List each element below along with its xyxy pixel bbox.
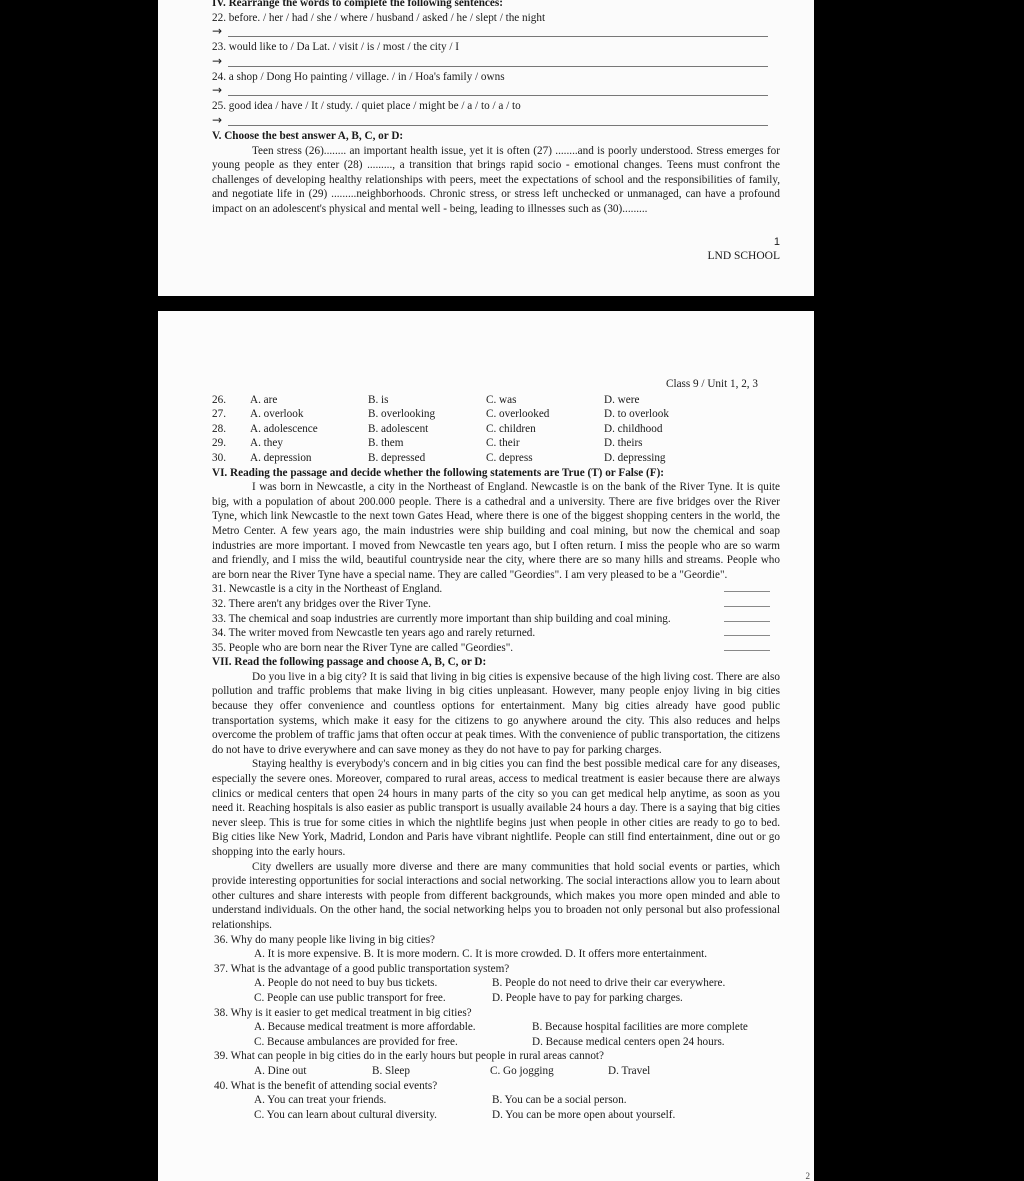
option-a: A. People do not need to buy bus tickets. [254,977,438,990]
question-22: 22. before. / her / had / she / where / husband / asked / he / slept / the night [212,11,546,24]
section-4-title: IV. Rearrange the words to complete the following sentences: [212,0,503,9]
table-row [212,422,722,437]
option-c: C. Because ambulances are provided for free. [254,1035,458,1048]
option-b: B. You can be a social person. [492,1094,627,1107]
section-7-paragraph-1: Do you live in a big city? It is said that living in big cities is expensive because of the high living cost. There are also pollution and traffic problems that make living in big cities unpleasant. However, many people enjoy living in big cities because they offer convenience and countless options for entertainment. Many big cities already have good public transportation systems, which make it easy for the citizens to go anywhere around the city. This also reduces and helps overcome the problem of traffic jams that often occur at peak times. With the convenience of public transportation, the citizens do not have to drive everywhere and can save money as they do not have to pay for parking charges. [212,670,780,756]
option-b: B. overlooking [368,408,436,421]
statement-35 [212,641,780,656]
section-5-passage: Teen stress (26)........ an important health issue, yet it is often (27) ........and is poorly understood. Stress emerges for young people as they enter (28) ........., a transition that brings rapid socio - emotional changes. Teens must confront the challenges of developing healthy relationships with peers, meet the expectations of school and the responsibilities of family, and negotiate life in (29) .........neighborhoods. Chronic stress, or stress left unchecked or unmanaged, can have a profound impact on an adolescent's physical and mental well - being, leading to illnesses such as (30)......... [212,144,780,215]
section-6-passage: I was born in Newcastle, a city in the Northeast of England. Newcastle is on the bank of the River Tyne. It is quite big, with a population of about 200.000 people. There is a cathedral and a university. There are five bridges over the River Tyne, which link Newcastle to the next town Gates Head, where there is one of the biggest shopping centers in the world, the Metro Center. A few years ago, the main industries were ship building and coal mining, but now the chemical and soap industries are more important. I moved from Newcastle ten years ago, but I often return. I miss the people who are so warm and friendly, and I miss the wild, beautiful countryside near the city, where there are so many hills and streams. People who are born near the River Tyne have a special name. They are called "Geordies". I am very pleased to be a "Geordie". [212,481,780,581]
option-d: D. depressing [604,451,666,464]
question-37: 37. What is the advantage of a good public transportation system? [214,962,510,975]
statement-text: 32. There aren't any bridges over the River Tyne. [212,597,431,610]
statement-text: 31. Newcastle is a city in the Northeast of England. [212,583,443,596]
option-a: A. adolescence [250,422,318,435]
option-number: 30. [212,451,226,464]
page-1-content [212,0,780,217]
section-5-title: V. Choose the best answer A, B, C, or D: [212,129,404,142]
answer-line-25 [212,114,780,128]
option-number: 26. [212,393,226,406]
arrow-icon: → [212,53,223,68]
page-1 [158,0,814,296]
option-c: C. depress [486,451,533,464]
option-number: 27. [212,408,226,421]
table-row [212,436,722,451]
option-c: C. Go jogging [490,1064,554,1077]
option-a: A. are [250,393,278,406]
option-c: C. People can use public transport for free. [254,991,446,1004]
table-row [212,393,722,408]
section-6-title: VI. Reading the passage and decide whether the following statements are True (T) or False (F): [212,466,665,479]
question-25: 25. good idea / have / It / study. / quiet place / might be / a / to / a / to [212,100,521,113]
option-c: C. children [486,422,536,435]
option-d: D. were [604,393,640,406]
statement-text: 34. The writer moved from Newcastle ten years ago and rarely returned. [212,627,536,640]
arrow-icon: → [212,112,223,127]
table-row [212,451,722,466]
option-d: D. Because medical centers open 24 hours. [532,1035,725,1048]
statement-33 [212,612,780,627]
option-row [212,1035,780,1050]
option-row [212,976,780,991]
option-row [212,1093,780,1108]
table-row [212,407,722,422]
option-a: A. You can treat your friends. [254,1094,387,1107]
arrow-icon: → [212,24,223,39]
option-number: 28. [212,422,226,435]
page-2-content [212,377,780,1122]
answer-blank[interactable] [724,591,770,592]
option-b: B. is [368,393,389,406]
option-d: D. theirs [604,437,643,450]
page-corner-mark: 2 [805,1171,810,1181]
school-name: LND SCHOOL [707,250,780,262]
answer-blank[interactable] [724,650,770,651]
option-a: A. overlook [250,408,304,421]
option-row [212,1064,780,1079]
question-38: 38. Why is it easier to get medical treatment in big cities? [214,1006,472,1019]
answer-line-24 [212,84,780,98]
arrow-icon: → [212,83,223,98]
answer-blank[interactable] [724,621,770,622]
question-36-options: A. It is more expensive. B. It is more modern. C. It is more crowded. D. It offers more entertainment. [254,948,708,961]
option-a: A. Dine out [254,1064,307,1077]
option-c: C. their [486,437,520,450]
statement-34 [212,626,780,641]
statement-31 [212,582,780,597]
page-2 [158,311,814,1181]
option-b: B. Sleep [372,1064,410,1077]
option-c: C. was [486,393,517,406]
option-c: C. overlooked [486,408,550,421]
statement-32 [212,597,780,612]
option-c: C. You can learn about cultural diversity. [254,1108,437,1121]
section-7-paragraph-3: City dwellers are usually more diverse and there are many communities that hold social events or parties, which provide interesting opportunities for social interactions and social networking. The social interactions allow you to learn about other cultures and share interests with people from different backgrounds, which makes you more open minded and able to understand individuals. On the other hand, the social networking helps you to broaden not only personal but also professional relationships. [212,860,780,931]
option-b: B. them [368,437,404,450]
statement-text: 35. People who are born near the River Tyne are called "Geordies". [212,641,514,654]
option-row [212,1108,780,1123]
option-d: D. Travel [608,1064,651,1077]
option-a: A. Because medical treatment is more affordable. [254,1021,476,1034]
option-b: B. depressed [368,451,426,464]
option-b: B. People do not need to drive their car everywhere. [492,977,726,990]
options-table [212,393,722,466]
option-b: B. Because hospital facilities are more complete [532,1021,748,1034]
section-7-title: VII. Read the following passage and choose A, B, C, or D: [212,656,487,669]
option-d: D. to overlook [604,408,669,421]
option-d: D. You can be more open about yourself. [492,1108,676,1121]
option-a: A. depression [250,451,312,464]
option-b: B. adolescent [368,422,429,435]
answer-blank[interactable] [724,606,770,607]
question-24: 24. a shop / Dong Ho painting / village. / in / Hoa's family / owns [212,70,505,83]
option-a: A. they [250,437,283,450]
statement-text: 33. The chemical and soap industries are currently more important than ship building and coal mining. [212,612,671,625]
question-36: 36. Why do many people like living in big cities? [214,933,436,946]
section-7-paragraph-2: Staying healthy is everybody's concern and in big cities you can find the best possible medical care for any diseases, especially the severe ones. Moreover, compared to rural areas, access to medical treatment is easier because there are always clinics or medical centers that open 24 hours in many parts of the city so you can get medical help anytime, as soon as you need it. Reaching hospitals is also easier as public transport is usually available 24 hours a day. There is a saying that big cities never sleep. This is true for some cities in which the nightlife begins just when people in other cities are ready to go to bed. Big cities like New York, Madrid, London and Paris have vibrant nightlife. People can still find entertainment, dine out or go shopping into the early hours. [212,758,780,858]
option-d: D. People have to pay for parking charges. [492,991,683,1004]
answer-line-22 [212,25,780,39]
option-row [212,1020,780,1035]
question-40: 40. What is the benefit of attending social events? [214,1079,438,1092]
option-number: 29. [212,437,226,450]
class-unit-label: Class 9 / Unit 1, 2, 3 [666,378,758,390]
option-d: D. childhood [604,422,663,435]
question-39: 39. What can people in big cities do in the early hours but people in rural areas cannot? [214,1050,604,1063]
question-23: 23. would like to / Da Lat. / visit / is / most / the city / I [212,41,460,54]
option-row [212,991,780,1006]
answer-blank[interactable] [724,635,770,636]
page-number: 1 [773,236,780,248]
answer-line-23 [212,55,780,69]
